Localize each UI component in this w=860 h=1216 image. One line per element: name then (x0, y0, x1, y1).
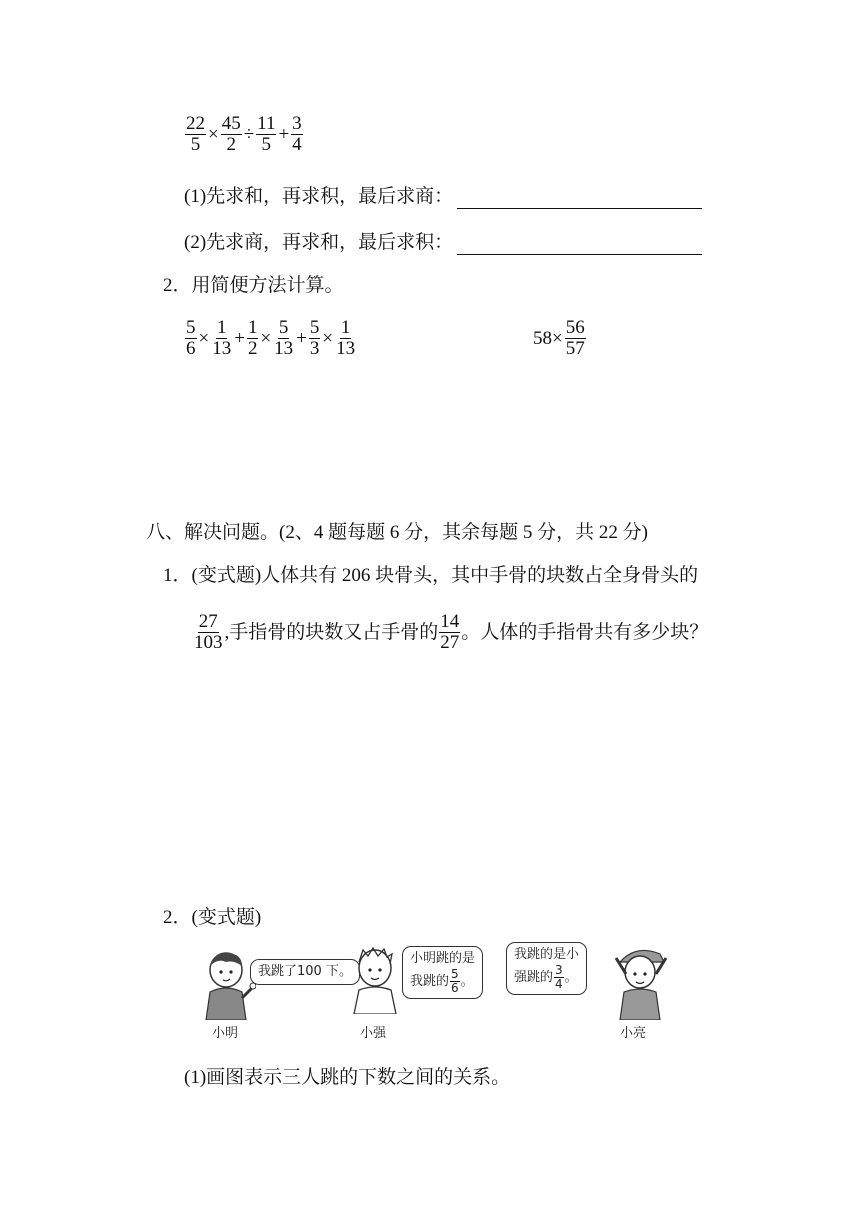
answer-blank-1a[interactable] (457, 190, 702, 209)
illustration (190, 940, 680, 1040)
xiaoming-speech-bubble: 我跳了100 下。 (250, 959, 360, 985)
fraction: $\frac{56}{57}$ (565, 317, 585, 359)
expr2-operator: + (234, 327, 245, 349)
xiaoqiang-figure (350, 946, 400, 1014)
name-xiaoqiang: 小强 (360, 1026, 387, 1041)
expr2-operator: × (322, 327, 334, 349)
expr2-fraction: $\frac{5}{13}$ (274, 317, 294, 359)
question-1a: (1)先求和，再求积，最后求商： (184, 185, 702, 209)
expr1-fraction: $\frac{45}{2}$ (221, 113, 241, 155)
problem-1-line1: 1．(变式题)人体共有 206 块骨头，其中手骨的块数占全身骨头的 (163, 565, 699, 586)
expr2-operator: + (296, 327, 307, 349)
problem-2-title: 2．(变式题) (163, 907, 262, 928)
xiaoming-figure (200, 948, 256, 1020)
expr1-fraction: $\frac{3}{4}$ (292, 113, 302, 155)
expr2-fraction: $\frac{1}{13}$ (336, 317, 356, 359)
expr2-operator: × (198, 327, 210, 349)
fraction-5-6: $\frac{5}{6}$ (451, 967, 459, 995)
fraction-3-4: $\frac{3}{4}$ (555, 963, 563, 991)
fraction-14-27: $\frac{14}{27}$ (440, 611, 460, 653)
xiaoliang-figure (606, 944, 676, 1020)
expr2-fraction: $\frac{5}{6}$ (186, 317, 196, 359)
expr1-operator: ÷ (243, 123, 255, 145)
expression-2 (184, 318, 357, 359)
expr1-operator: × (208, 123, 219, 145)
question-1b: (2)先求商，再求和，最后求积： (184, 231, 702, 255)
expr2-operator: × (260, 327, 272, 349)
expr1-fraction: $\frac{11}{5}$ (257, 113, 276, 155)
expression-3 (532, 318, 587, 359)
answer-blank-1b[interactable] (457, 236, 702, 255)
expr3-prefix: 58× (533, 327, 563, 349)
expr2-fraction: $\frac{5}{3}$ (309, 317, 320, 359)
xiaoliang-speech-bubble: 我跳的是小 强跳的 $\frac{3}{4}$ 。 (506, 942, 587, 995)
problem-2-sub1: (1)画图表示三人跳的下数之间的关系。 (184, 1067, 511, 1088)
fraction-27-103: $\frac{27}{103}$ (194, 611, 223, 653)
problem-1-line2: $\frac{27}{103}$ ,手指骨的块数又占手骨的 $\frac{14}{27}$ 。人体的手指骨共有多少块？ (194, 611, 709, 653)
name-xiaoliang: 小亮 (620, 1026, 647, 1041)
expr1-fraction: $\frac{22}{5}$ (186, 113, 205, 155)
xiaoqiang-speech-bubble: 小明跳的是 我跳的 $\frac{5}{6}$ 。 (402, 946, 483, 999)
expression-1 (184, 114, 304, 155)
expr2-fraction: $\frac{1}{2}$ (247, 317, 258, 359)
expr1-operator: + (278, 123, 290, 145)
question-2-title: 2．用简便方法计算。 (163, 275, 344, 296)
expr2-fraction: $\frac{1}{13}$ (212, 317, 232, 359)
section-8-title: 八、解决问题。(2、4 题每题 6 分，其余每题 5 分，共 22 分) (146, 522, 648, 543)
name-xiaoming: 小明 (212, 1026, 239, 1041)
